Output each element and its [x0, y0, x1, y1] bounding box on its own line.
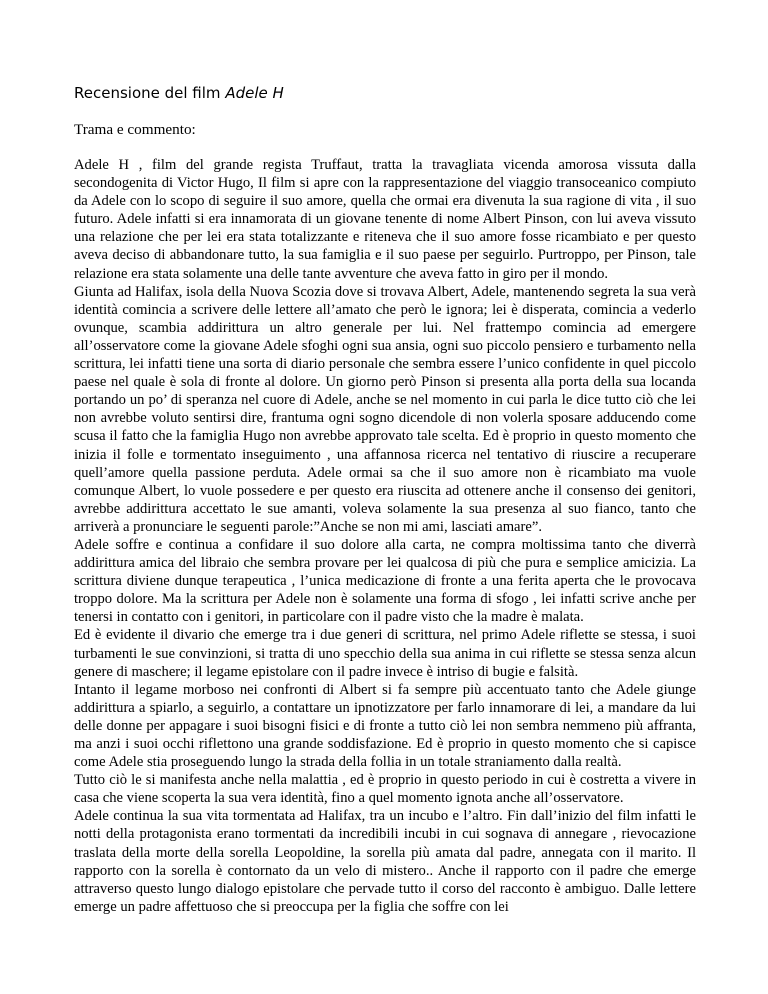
document-title: [74, 84, 696, 102]
film-title: Adele H: [225, 84, 284, 102]
section-heading: Trama e commento:: [74, 121, 196, 138]
paragraph: Ed è evidente il divario che emerge tra i due generi di scrittura, nel primo Adele riflette se stessa, i suoi turbamenti le sue convinzioni, si tratta di uno specchio della sua anima in cui riflette se stessa senza alcun genere di maschere; il legame epistolare con il padre invece è intriso di bugie e falsità.: [74, 627, 696, 680]
paragraph: Intanto il legame morboso nei confronti di Albert si fa sempre più accentuato tanto che Adele giunge addirittura a spiarlo, a seguirlo, a contattare un ipnotizzatore per farlo innamorare di lei, a mandare da lui delle donne per appagare i suoi bisogni fisici e di fronte a tutto ciò lei non sembra nemmeno più affranta, ma anzi i suoi occhi riflettono una grande soddisfazione. Ed è proprio in questo momento che si capisce come Adele stia proseguendo lungo la strada della follia in un totale straniamento dalla realtà.: [74, 681, 696, 771]
review-body: [74, 156, 696, 916]
paragraph: Adele soffre e continua a confidare il suo dolore alla carta, ne compra moltissima tanto che diverrà addirittura amica del libraio che sembra provare per lei qualcosa di più che pura e semplice amicizia. La scrittura diviene dunque terapeutica , l’unica medicazione di fronte a una ferita aperta che le provocava troppo dolore. Ma la scrittura per Adele non è solamente una forma di sfogo , lei infatti scrive anche per tenersi in contatto con i genitori, in particolare con il padre visto che la madre è malata.: [74, 536, 696, 626]
title-prefix: Recensione del film: [74, 84, 226, 102]
paragraph: Giunta ad Halifax, isola della Nuova Scozia dove si trovava Albert, Adele, mantenendo segreta la sua verà identità comincia a scrivere delle lettere all’amato che però le ignora; lei è disperata, comincia a vederlo ovunque, scambia addirittura un altro generale per lui. Nel frattempo comincia ad emergere all’osservatore come la giovane Adele sfoghi ogni sua ansia, ogni suo piccolo pensiero e turbamento nella scrittura, lei infatti tiene una sorta di diario personale che sembra essere l’unico confidente in quel piccolo paese nel quale è sola di fronte al dolore. Un giorno però Pinson si presenta alla porta della sua locanda portando un po’ di speranza nel cuore di Adele, anche se nel momento in cui parla le dice tutto ciò che lei non avrebbe voluto sentirsi dire, frantuma ogni sogno dicendole di non volerla sposare adducendo come scusa il fatto che la famiglia Hugo non avrebbe approvato tale scelta. Ed è proprio in questo momento che inizia il folle e tormentato inseguimento , una affannosa ricerca nel tentativo di riuscire a recuperare quell’amore quella passione perduta. Adele ormai sa che il suo amore non è ricambiato ma vuole comunque Albert, lo vuole possedere e per questo era riuscita ad ottenere anche il consenso dei genitori, avrebbe addirittura accettato le sue amanti, voleva solamente la sua presenza al suo fianco, tanto che arriverà a pronunciare le seguenti parole:”Anche se non mi ami, lasciati amare”.: [74, 283, 696, 535]
document-page: [74, 84, 696, 916]
paragraph: Adele H , film del grande regista Truffaut, tratta la travagliata vicenda amorosa vissuta dalla secondogenita di Victor Hugo, Il film si apre con la rappresentazione del viaggio transoceanico compiuto da Adele con lo scopo di seguire il suo amore, quella che ormai era divenuta la sua ragione di vita , il suo futuro. Adele infatti si era innamorata di un giovane tenente di nome Albert Pinson, con lui aveva vissuto una relazione che per lei era stata totalizzante e riteneva che il suo amore fosse ricambiato e per questo aveva deciso di abbandonare tutto, la sua famiglia e il suo paese per seguirlo. Purtroppo, per Pinson, tale relazione era stata solamente una delle tante avventure che aveva fatto in giro per il mondo.: [74, 157, 696, 282]
paragraph: Adele continua la sua vita tormentata ad Halifax, tra un incubo e l’altro. Fin dall’inizio del film infatti le notti della protagonista erano tormentati da incredibili incubi in cui sognava di annegare , rievocazione traslata della morte della sorella Leopoldine, la sorella più amata dal padre, annegata con il marito. Il rapporto con la sorella è contornato da un velo di mistero.. Anche il rapporto con il padre che emerge attraverso questo lungo dialogo epistolare che pervade tutto il corso del racconto è ambiguo. Dalle lettere emerge un padre affettuoso che si preoccupa per la figlia che soffre con lei: [74, 808, 696, 915]
paragraph: Tutto ciò le si manifesta anche nella malattia , ed è proprio in questo periodo in cui è costretta a vivere in casa che viene scoperta la sua vera identità, fino a quel momento ignota anche all’osservatore.: [74, 772, 696, 807]
